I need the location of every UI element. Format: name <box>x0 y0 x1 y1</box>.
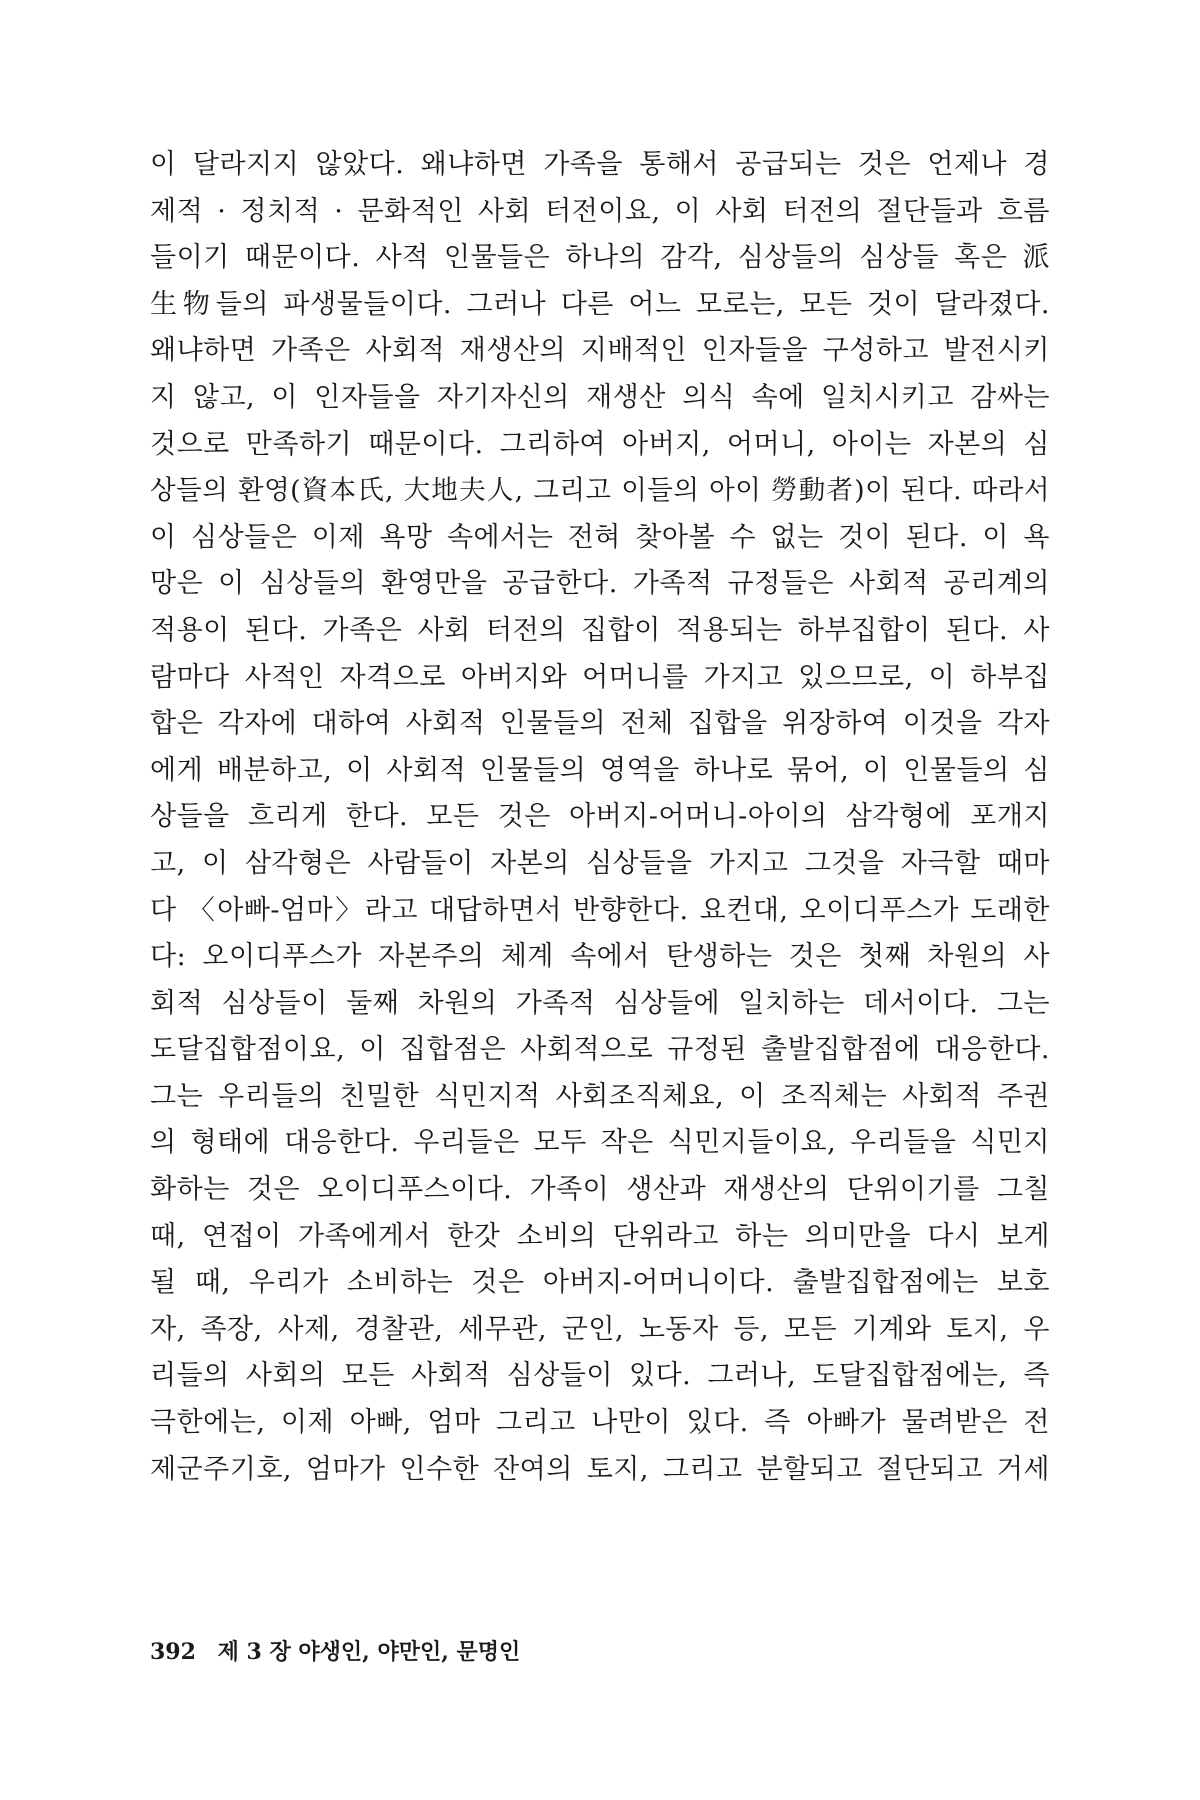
text-line: 상들을 흐리게 한다. 모든 것은 아버지-어머니-아이의 삼각형에 포개지 <box>150 801 1050 833</box>
text-line: 리들의 사회의 모든 사회적 심상들이 있다. 그러나, 도달집합점에는, 즉 <box>150 1360 1050 1392</box>
text-line: 제적 · 정치적 · 문화적인 사회 터전이요, 이 사회 터전의 절단들과 흐름 <box>150 195 1050 227</box>
text-line: 될 때, 우리가 소비하는 것은 아버지-어머니이다. 출발집합점에는 보호 <box>150 1267 1050 1299</box>
text-line: 회적 심상들이 둘째 차원의 가족적 심상들에 일치하는 데서이다. 그는 <box>150 987 1050 1019</box>
text-line: 그는 우리들의 친밀한 식민지적 사회조직체요, 이 조직체는 사회적 주권 <box>150 1080 1050 1112</box>
body-text <box>150 142 1050 1493</box>
text-line: 적용이 된다. 가족은 사회 터전의 집합이 적용되는 하부집합이 된다. 사 <box>150 614 1050 646</box>
text-line: 것으로 만족하기 때문이다. 그리하여 아버지, 어머니, 아이는 자본의 심 <box>150 428 1050 460</box>
text-line: 도달집합점이요, 이 집합점은 사회적으로 규정된 출발집합점에 대응한다. <box>150 1034 1050 1066</box>
text-line: 의 형태에 대응한다. 우리들은 모두 작은 식민지들이요, 우리들을 식민지 <box>150 1127 1050 1159</box>
text-line: 합은 각자에 대하여 사회적 인물들의 전체 집합을 위장하여 이것을 각자 <box>150 708 1050 740</box>
page-footer <box>150 1637 520 1667</box>
text-line: 지 않고, 이 인자들을 자기자신의 재생산 의식 속에 일치시키고 감싸는 <box>150 381 1050 413</box>
text-line: 상들의 환영(資本氏, 大地夫人, 그리고 이들의 아이 勞動者)이 된다. 따라서 <box>150 475 1050 507</box>
text-line: 이 심상들은 이제 욕망 속에서는 전혀 찾아볼 수 없는 것이 된다. 이 욕 <box>150 521 1050 553</box>
page-number: 392 <box>150 1639 196 1665</box>
text-line: 다 〈아빠-엄마〉라고 대답하면서 반향한다. 요컨대, 오이디푸스가 도래한 <box>150 894 1050 926</box>
text-line: 망은 이 심상들의 환영만을 공급한다. 가족적 규정들은 사회적 공리계의 <box>150 568 1050 600</box>
text-line: 고, 이 삼각형은 사람들이 자본의 심상들을 가지고 그것을 자극할 때마 <box>150 847 1050 879</box>
text-line: 다: 오이디푸스가 자본주의 체계 속에서 탄생하는 것은 첫째 차원의 사 <box>150 941 1050 973</box>
text-line: 자, 족장, 사제, 경찰관, 세무관, 군인, 노동자 등, 모든 기계와 토지, 우 <box>150 1313 1050 1345</box>
text-line: 람마다 사적인 자격으로 아버지와 어머니를 가지고 있으므로, 이 하부집 <box>150 661 1050 693</box>
text-line: 제군주기호, 엄마가 인수한 잔여의 토지, 그리고 분할되고 절단되고 거세 <box>150 1453 1050 1485</box>
text-line: 生物들의 파생물들이다. 그러나 다른 어느 모로는, 모든 것이 달라졌다. <box>150 288 1050 320</box>
running-chapter-title: 제 3 장 야생인, 야만인, 문명인 <box>217 1639 521 1665</box>
text-line: 때, 연접이 가족에게서 한갓 소비의 단위라고 하는 의미만을 다시 보게 <box>150 1220 1050 1252</box>
text-line: 이 달라지지 않았다. 왜냐하면 가족을 통해서 공급되는 것은 언제나 경 <box>150 149 1050 180</box>
text-line: 왜냐하면 가족은 사회적 재생산의 지배적인 인자들을 구성하고 발전시키 <box>150 335 1050 367</box>
text-line: 화하는 것은 오이디푸스이다. 가족이 생산과 재생산의 단위이기를 그칠 <box>150 1174 1050 1206</box>
text-line: 들이기 때문이다. 사적 인물들은 하나의 감각, 심상들의 심상들 혹은 派 <box>150 242 1050 274</box>
text-line: 극한에는, 이제 아빠, 엄마 그리고 나만이 있다. 즉 아빠가 물려받은 전 <box>150 1407 1050 1439</box>
text-line: 에게 배분하고, 이 사회적 인물들의 영역을 하나로 묶어, 이 인물들의 심 <box>150 754 1050 786</box>
